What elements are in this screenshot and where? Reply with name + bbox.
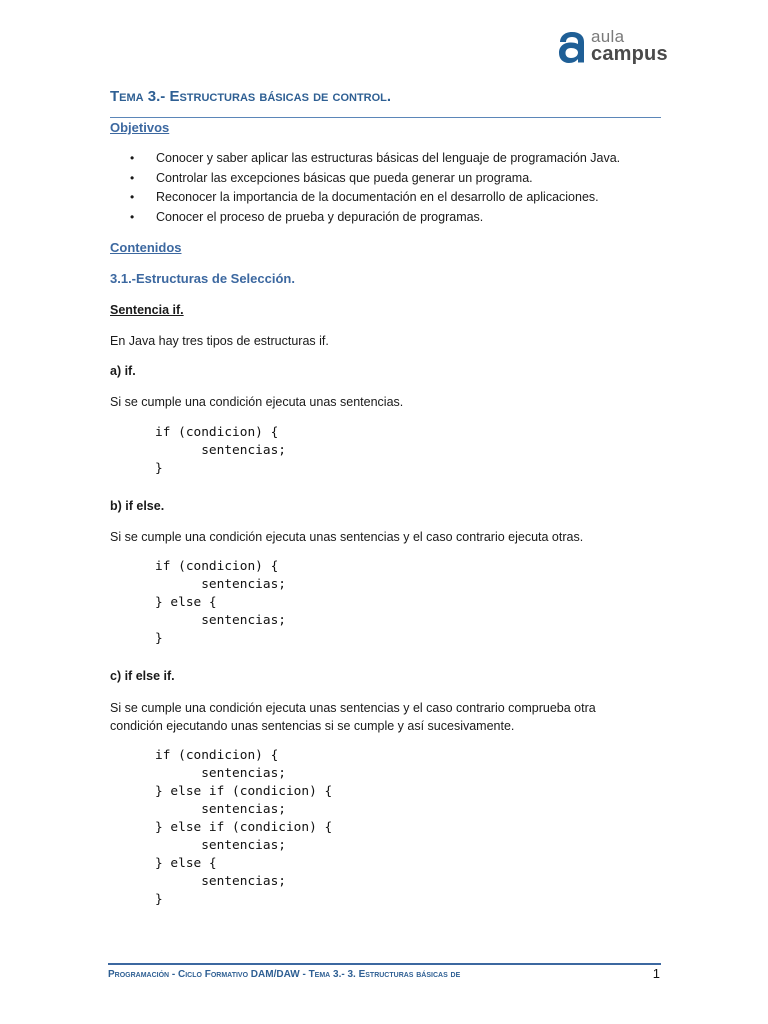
objective-text: Reconocer la importancia de la documentación en el desarrollo de aplicaciones. bbox=[156, 190, 599, 205]
code-block-b: if (condicion) { sentencias; } else { sentencias; } bbox=[155, 559, 286, 646]
title-divider bbox=[110, 117, 661, 118]
page-number: 1 bbox=[652, 966, 660, 981]
bullet: • bbox=[130, 151, 135, 165]
list-item bbox=[130, 169, 670, 189]
case-b-text: Si se cumple una condición ejecuta unas sentencias y el caso contrario ejecuta otras. bbox=[110, 530, 584, 544]
case-a-heading: a) if. bbox=[110, 364, 136, 378]
case-a-text: Si se cumple una condición ejecuta unas sentencias. bbox=[110, 395, 404, 409]
objective-text: Conocer y saber aplicar las estructuras básicas del lenguaje de programación Java. bbox=[156, 151, 621, 165]
objective-text: Controlar las excepciones básicas que pueda generar un programa. bbox=[156, 170, 533, 185]
section-heading: 3.1.-Estructuras de Selección. bbox=[110, 271, 295, 286]
list-item bbox=[130, 188, 670, 208]
case-c-heading: c) if else if. bbox=[110, 669, 175, 683]
list-item bbox=[130, 208, 670, 228]
objective-text: Conocer el proceso de prueba y depuración de programas. bbox=[156, 209, 484, 224]
footer-divider bbox=[108, 963, 661, 965]
code-block-c: if (condicion) { sentencias; } else if (condicion) { sentencias; } else if (condicion) { sentencias; } else { sentencias; } bbox=[155, 748, 333, 907]
page-title: Tema 3.- Estructuras básicas de control. bbox=[110, 88, 392, 105]
case-c-text-line2: condición ejecutando unas sentencias si se cumple y así sucesivamente. bbox=[110, 719, 515, 733]
bullet: • bbox=[130, 190, 135, 205]
objetivos-heading[interactable]: Objetivos bbox=[110, 120, 170, 135]
aula-campus-logo-icon bbox=[558, 30, 586, 64]
case-b-heading: b) if else. bbox=[110, 499, 165, 513]
intro-paragraph: En Java hay tres tipos de estructuras if. bbox=[110, 334, 329, 348]
aulacampus-logo bbox=[558, 28, 668, 68]
bullet: • bbox=[130, 209, 135, 224]
code-block-a: if (condicion) { sentencias; } bbox=[155, 425, 286, 476]
bullet: • bbox=[130, 170, 135, 185]
case-c-text-line1: Si se cumple una condición ejecuta unas sentencias y el caso contrario comprueba otra bbox=[110, 701, 596, 715]
footer-text: Programación - Ciclo Formativo DAM/DAW - Tema 3.- 3. Estructuras básicas de bbox=[108, 969, 461, 980]
sentencia-if-heading: Sentencia if. bbox=[110, 303, 184, 317]
objectives-list bbox=[130, 149, 670, 227]
list-item bbox=[130, 149, 670, 169]
logo-text-aula: aula bbox=[591, 27, 625, 46]
logo-text-campus: campus bbox=[591, 43, 668, 65]
contenidos-heading[interactable]: Contenidos bbox=[110, 240, 182, 255]
